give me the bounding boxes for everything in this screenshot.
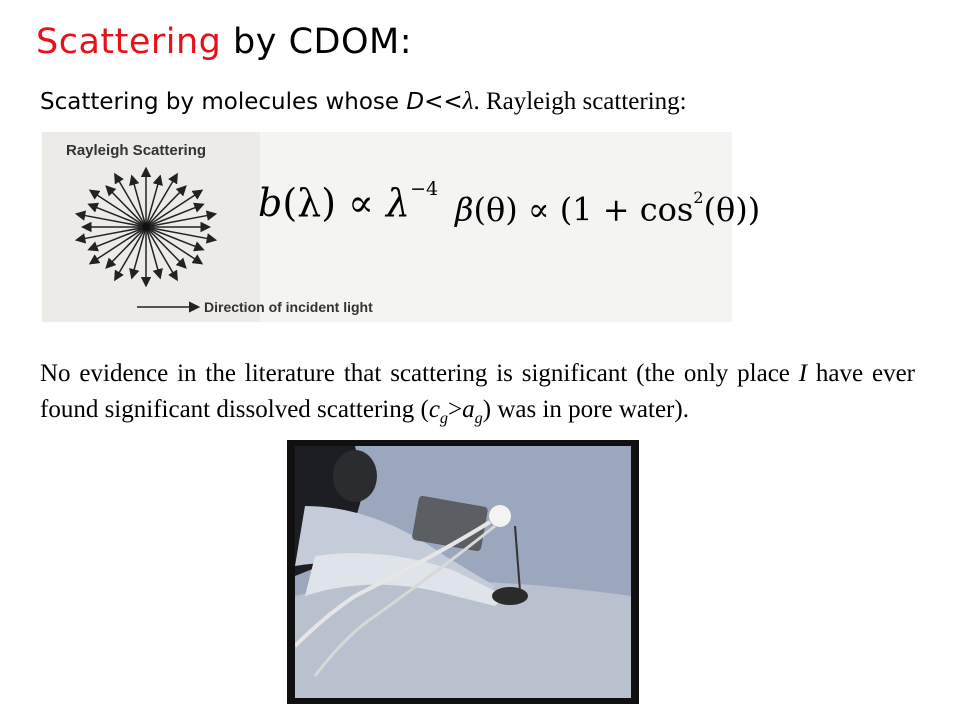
body-sub-a: g [474, 409, 483, 427]
subtitle-prefix-text: Scattering by molecules whose [40, 89, 407, 115]
formula-beta-exp: 2 [693, 188, 704, 207]
body-sub-c: g [439, 409, 449, 427]
diver-photo-illustration [295, 446, 631, 698]
formula-b-arg: (λ) [282, 180, 337, 225]
subtitle-prefix [40, 89, 463, 115]
subtitle-var-d: D [406, 89, 425, 115]
figure-caption: Direction of incident light [204, 299, 373, 315]
diver-sampling-photo [287, 440, 639, 704]
figure-title: Rayleigh Scattering [66, 142, 207, 159]
formula-b-rhs: λ [385, 180, 411, 225]
body-text-2: have ever found significant dissolved scattering ( [40, 360, 915, 423]
formula-b-prop: ∝ [348, 180, 374, 225]
body-gt: > [448, 396, 463, 423]
formula-beta-lhs: β [455, 190, 474, 229]
body-text-1: No evidence in the literature that scattering is significant (the only place [40, 360, 799, 387]
title-rest: by CDOM: [221, 22, 413, 62]
rayleigh-arrows-diagram [42, 132, 262, 322]
formula-beta-tail: (θ)) [703, 190, 761, 229]
formula-beta-theta [455, 188, 760, 229]
subtitle [40, 88, 687, 116]
subtitle-suffix: . Rayleigh scattering: [473, 88, 687, 115]
title-accent: Scattering [36, 22, 222, 62]
body-italic-i: I [798, 360, 808, 387]
body-text-3: ) was in pore water). [482, 396, 689, 423]
formula-beta-rhs: (1 + cos [559, 190, 694, 229]
formula-beta-arg: (θ) [473, 190, 518, 229]
body-paragraph [40, 356, 915, 436]
formula-b-lambda [258, 178, 438, 225]
formula-b-lhs: b [258, 180, 283, 225]
photo-frame [295, 446, 631, 698]
subtitle-lambda: λ [462, 88, 474, 115]
formula-b-exp: −4 [410, 178, 439, 200]
formula-beta-prop: ∝ [527, 190, 550, 229]
slide-title [36, 22, 412, 62]
subtitle-op: << [424, 89, 463, 115]
body-var-c: c [428, 396, 440, 423]
body-var-a: a [462, 396, 475, 423]
scatter-center-dot [142, 223, 150, 231]
